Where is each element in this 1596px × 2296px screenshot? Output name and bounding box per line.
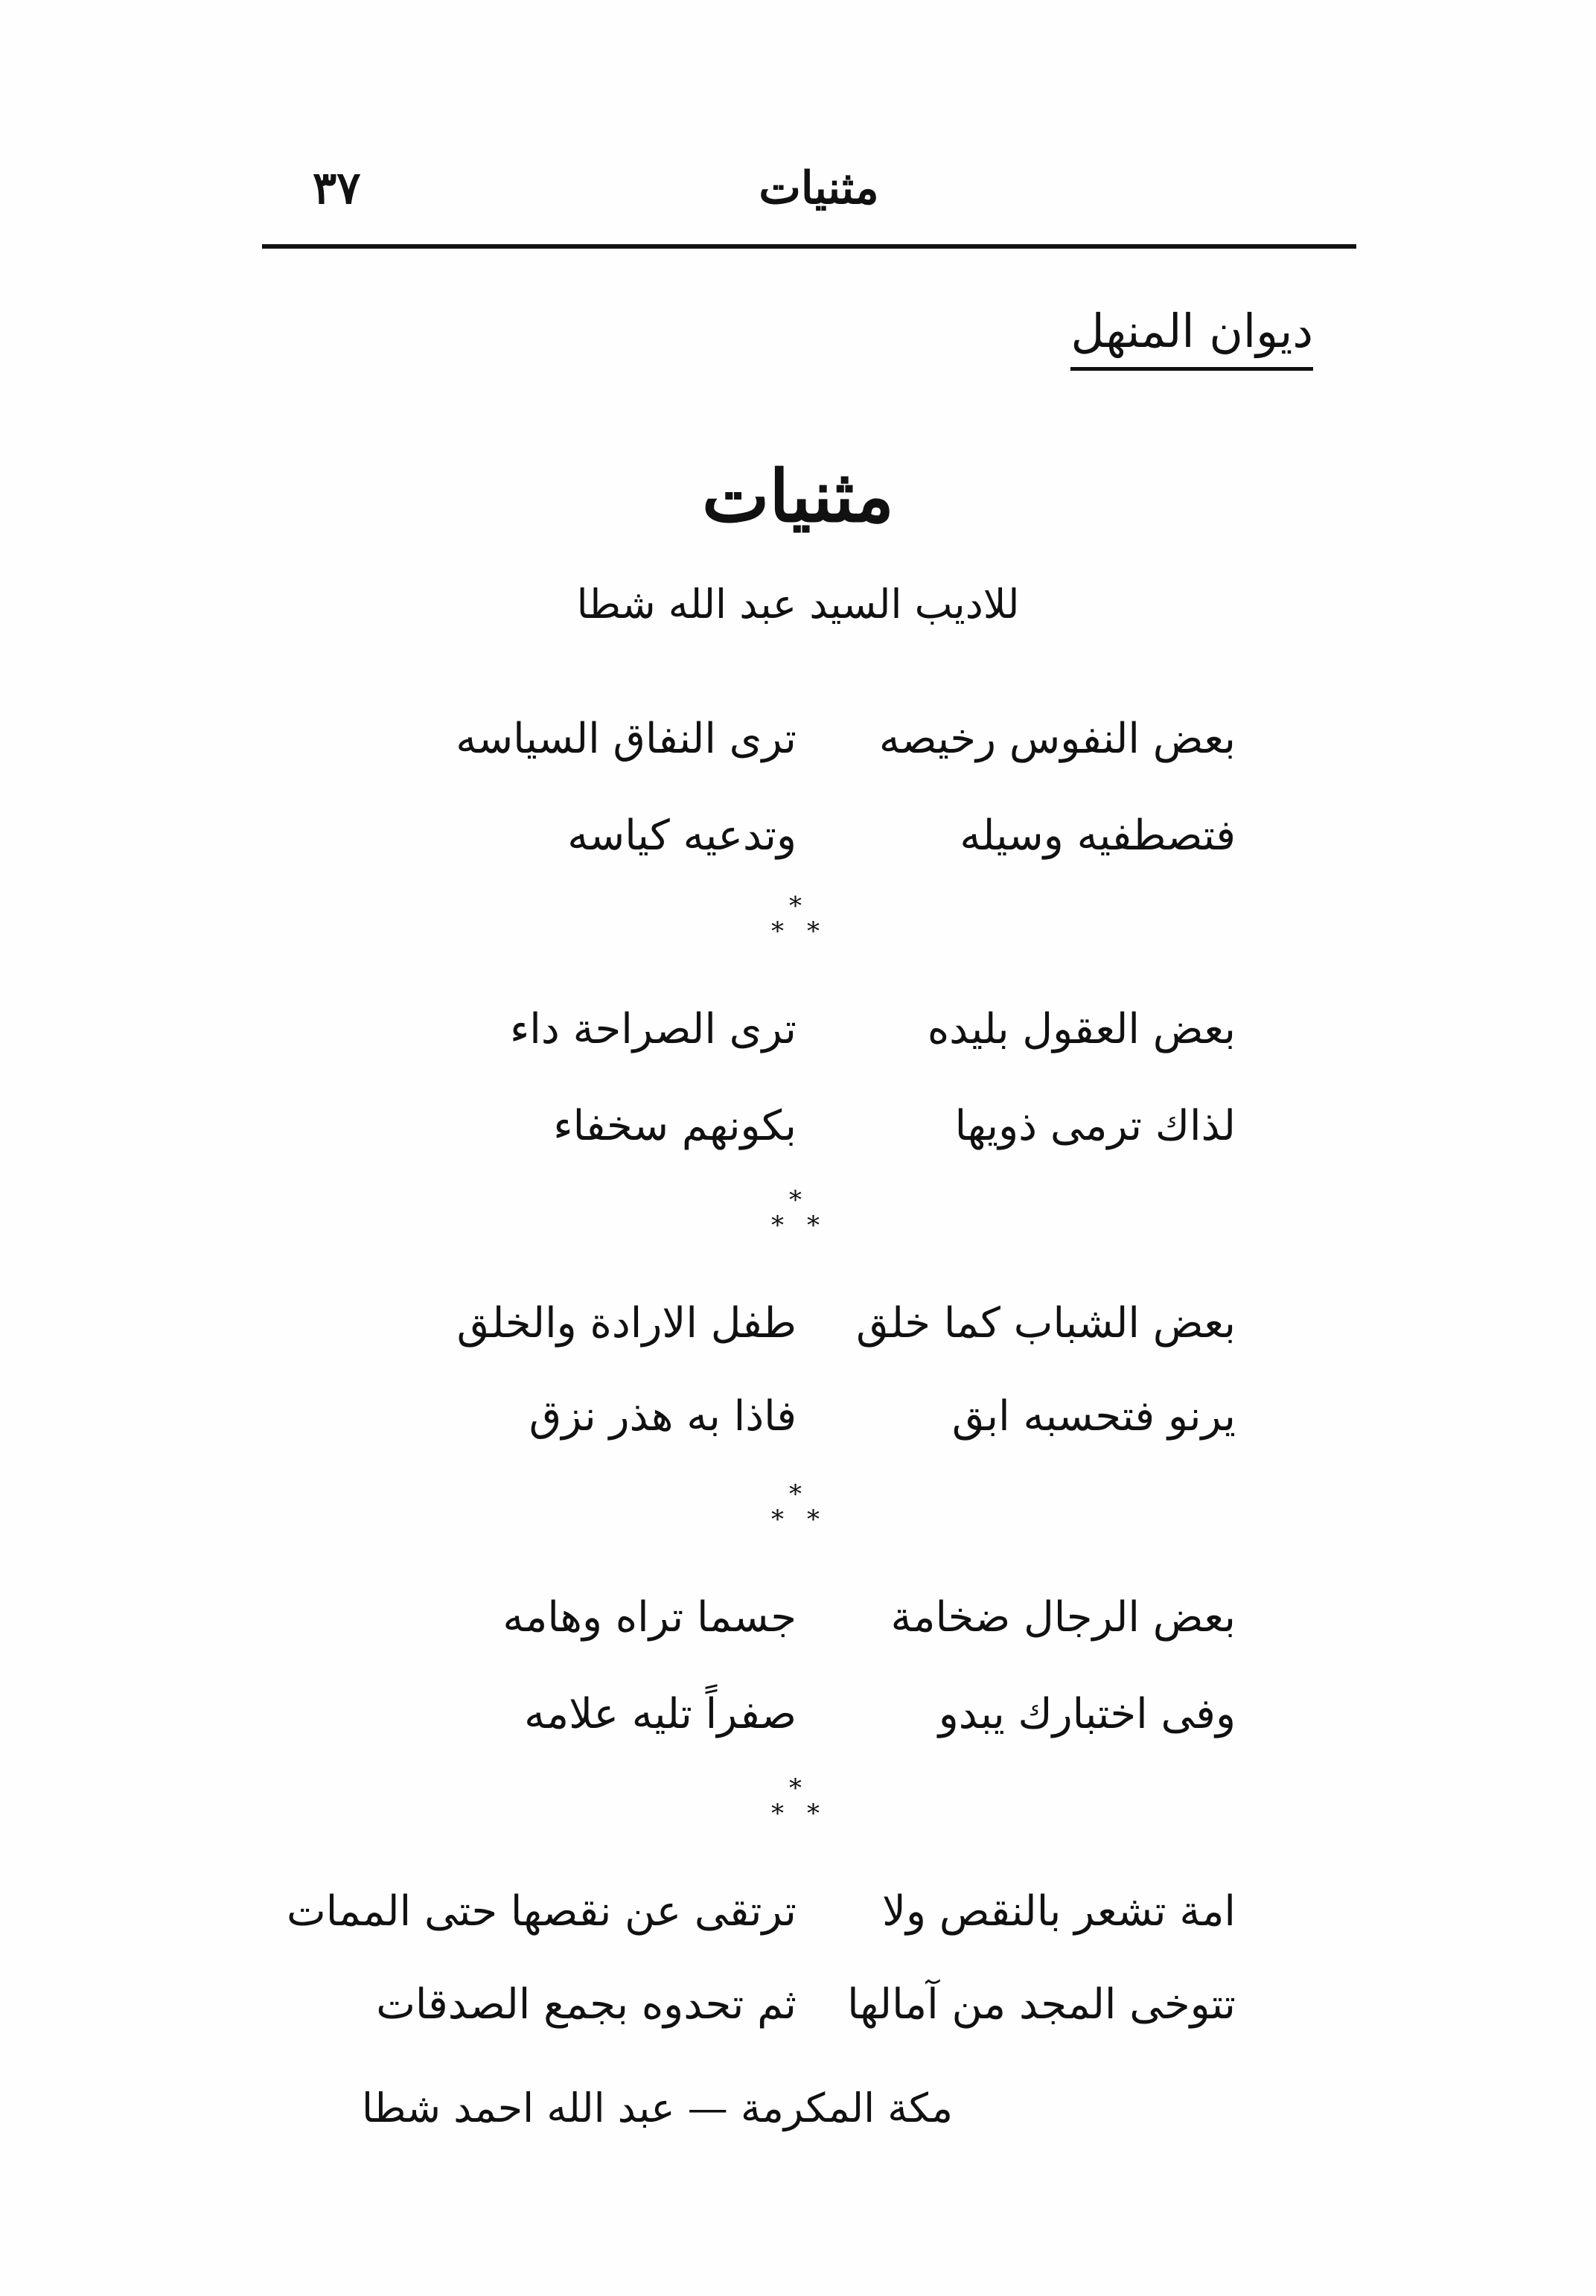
- verse-line: [380, 1593, 1236, 1660]
- running-header-title: مثنيات: [759, 162, 879, 214]
- hemistich-second: صفراً تليه علامه: [524, 1690, 797, 1738]
- stanza-separator: [744, 1187, 849, 1247]
- section-label: ديوان المنهل: [1070, 304, 1313, 371]
- verse-line: [380, 1392, 1236, 1459]
- separator-star: *: [807, 1799, 820, 1828]
- verse-line: [376, 1980, 1236, 2047]
- hemistich-second: جسما تراه وهامه: [502, 1593, 797, 1642]
- hemistich-first: بعض الشباب كما خلق: [856, 1299, 1236, 1348]
- verse-line: [380, 715, 1236, 782]
- hemistich-second: وتدعيه كياسه: [567, 811, 797, 860]
- hemistich-second: ثم تحدوه بجمع الصدقات: [376, 1980, 797, 2029]
- page-number: ٣٧: [313, 162, 361, 214]
- hemistich-second: ترتقى عن نقصها حتى الممات: [286, 1887, 797, 1936]
- separator-star: *: [771, 916, 784, 946]
- separator-star: *: [771, 1211, 784, 1240]
- hemistich-first: وفى اختبارك يبدو: [938, 1690, 1236, 1738]
- verse-line: [380, 811, 1236, 878]
- hemistich-second: ترى النفاق السياسه: [456, 715, 797, 763]
- poem-title: مثنيات: [702, 454, 894, 538]
- separator-star: *: [771, 1505, 784, 1534]
- separator-star: *: [789, 1479, 802, 1509]
- hemistich-first: بعض الرجال ضخامة: [890, 1593, 1236, 1642]
- poem-author: للاديب السيد عبد الله شطا: [576, 581, 1020, 628]
- verse-line: [286, 1887, 1236, 1954]
- hemistich-first: امة تشعر بالنقص ولا: [882, 1887, 1236, 1936]
- hemistich-second: فاذا به هذر نزق: [529, 1392, 797, 1441]
- stanza-separator: [744, 1773, 849, 1835]
- hemistich-first: فتصطفيه وسيله: [960, 811, 1236, 860]
- hemistich-first: تتوخى المجد من آمالها: [847, 1980, 1236, 2029]
- hemistich-first: بعض النفوس رخيصه: [878, 715, 1236, 763]
- verse-line: [380, 1690, 1236, 1757]
- separator-star: *: [807, 1211, 820, 1240]
- hemistich-second: ترى الصراحة داء: [509, 1005, 797, 1053]
- hemistich-first: يرنو فتحسبه ابق: [951, 1392, 1236, 1441]
- verse-line: [380, 1299, 1236, 1366]
- separator-star: *: [789, 1185, 802, 1215]
- signature-line: مكة المكرمة — عبد الله احمد شطا: [362, 2085, 953, 2131]
- stanza-separator: [744, 1479, 849, 1541]
- separator-star: *: [807, 1505, 820, 1534]
- hemistich-first: لذاك ترمى ذويها: [954, 1102, 1236, 1150]
- separator-star: *: [771, 1799, 784, 1828]
- header-rule: [262, 244, 1356, 249]
- verse-line: [380, 1102, 1236, 1169]
- hemistich-first: بعض العقول بليده: [927, 1005, 1236, 1053]
- separator-star: *: [807, 916, 820, 946]
- stanza-separator: [744, 893, 849, 953]
- verse-line: [380, 1005, 1236, 1072]
- separator-star: *: [789, 891, 802, 921]
- hemistich-second: طفل الارادة والخلق: [456, 1299, 797, 1348]
- hemistich-second: بكونهم سخفاء: [553, 1102, 797, 1150]
- separator-star: *: [789, 1773, 802, 1803]
